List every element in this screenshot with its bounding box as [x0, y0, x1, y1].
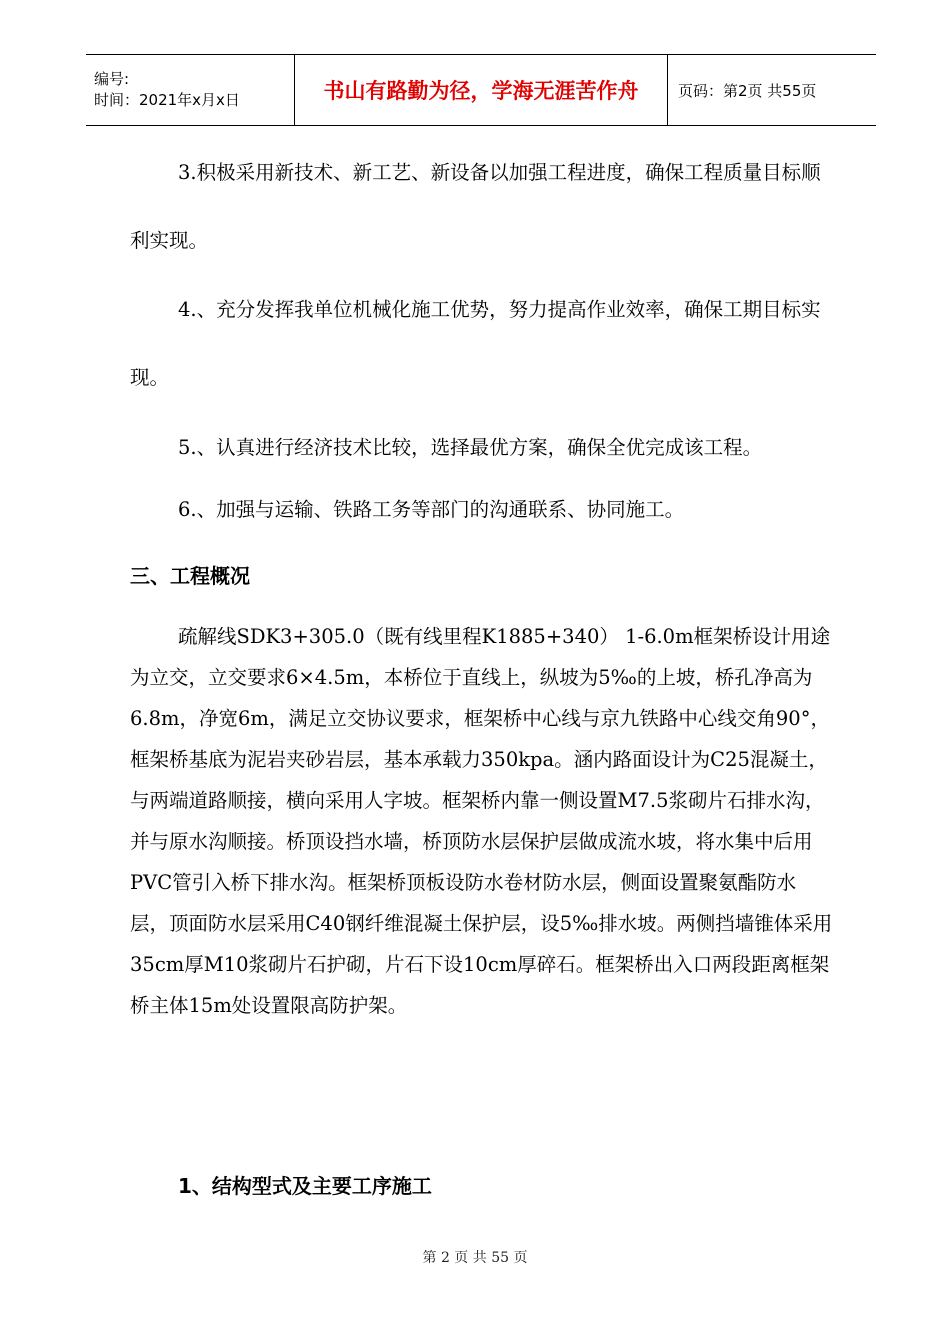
- motto-text: 书山有路勤为径，学海无涯苦作舟: [323, 79, 639, 103]
- page-info-text: 页码：第2页 共55页: [678, 81, 817, 100]
- document-header: [86, 54, 876, 126]
- section-heading: 三、工程概况: [130, 564, 250, 588]
- header-page-info: [668, 55, 876, 125]
- document-number-label: 编号:: [94, 70, 130, 88]
- header-motto: [294, 55, 668, 125]
- list-item-3: 3.积极采用新技术、新工艺、新设备以加强工程进度，确保工程质量目标顺利实现。: [130, 161, 821, 252]
- overview-paragraph: 疏解线SDK3+305.0（既有线里程K1885+340） 1-6.0m框架桥设计用途为立交，立交要求6×4.5m，本桥位于直线上，纵坡为5‰的上坡，桥孔净高为6.8m，净宽6m，满足立交协议要求，框架桥中心线与京九铁路中心线交角90°，框架桥基底为泥岩夹砂岩层，基本承载力350kpa。涵内路面设计为C25混凝土，与两端道路顺接，横向采用人字坡。框架桥内靠一侧设置M7.5浆砌片石排水沟，并与原水沟顺接。桥顶设挡水墙，桥顶防水层保护层做成流水坡，将水集中后用PVC管引入桥下排水沟。框架桥顶板设防水卷材防水层，侧面设置聚氨酯防水层，顶面防水层采用C40钢纤维混凝土保护层，设5‰排水坡。两侧挡墙锥体采用35cm厚M10浆砌片石护砌，片石下设10cm厚碎石。框架桥出入口两段距离框架桥主体15m处设置限高防护架。: [130, 625, 833, 1017]
- document-time: 时间：2021年x月x日: [94, 91, 240, 109]
- list-item-4: 4.、充分发挥我单位机械化施工优势，努力提高作业效率，确保工期目标实现。: [130, 298, 821, 389]
- subsection-heading: 1、结构型式及主要工序施工: [178, 1174, 432, 1198]
- header-meta: [86, 55, 294, 125]
- list-item-6: 6.、加强与运输、铁路工务等部门的沟通联系、协同施工。: [178, 498, 685, 521]
- page-footer: 第 2 页 共 55 页: [422, 1250, 528, 1266]
- list-item-5: 5.、认真进行经济技术比较，选择最优方案，确保全优完成该工程。: [178, 436, 763, 459]
